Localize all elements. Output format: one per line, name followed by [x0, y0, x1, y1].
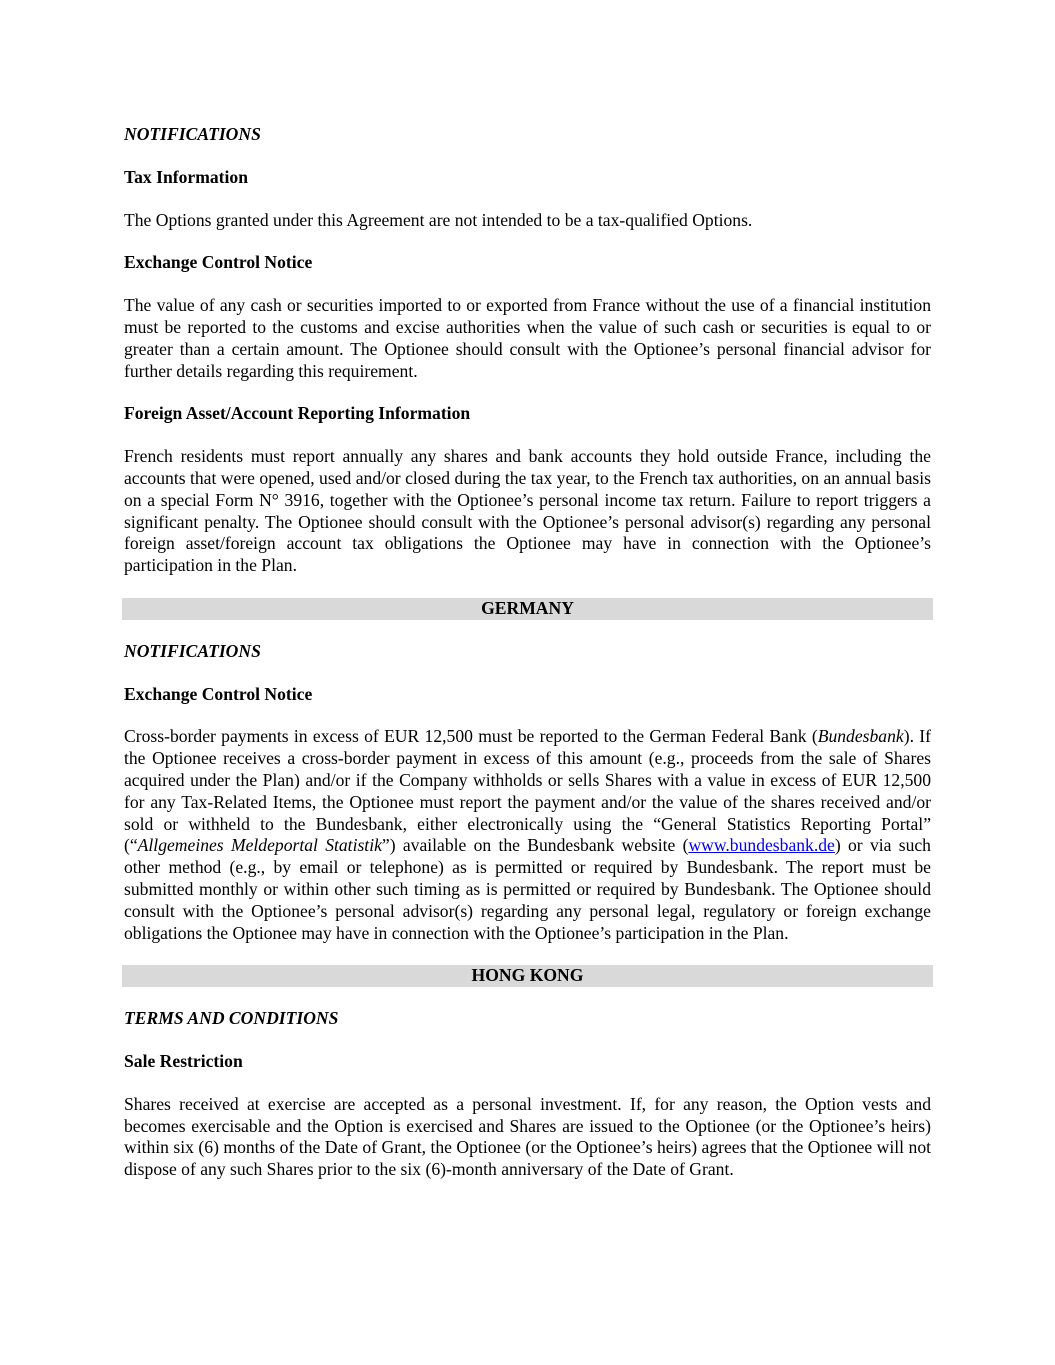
notifications-heading: NOTIFICATIONS	[124, 124, 261, 144]
country-bar-hong-kong: HONG KONG	[122, 965, 933, 987]
sale-restriction-paragraph: Shares received at exercise are accepted as a personal investment. If, for any reason, the Option vests and becomes exercisable and the Option is exercised and Shares are issued to the Optionee (or the Optionee’s heirs) within six (6) months of the Date of Grant, the Optionee (or the Optionee’s heirs) agrees that the Optionee will not dispose of any such Shares prior to the six (6)-month anniversary of the Date of Grant.	[124, 1093, 931, 1180]
terms-and-conditions-heading: TERMS AND CONDITIONS	[124, 1008, 339, 1029]
tax-information-paragraph: The Options granted under this Agreement are not intended to be a tax-qualified Options.	[124, 209, 753, 230]
sale-restriction-heading: Sale Restriction	[124, 1050, 243, 1071]
country-bar-germany: GERMANY	[122, 598, 933, 620]
bundesbank-italic: Bundesbank	[817, 726, 904, 747]
germany-text-part-4: ) or via such other method (e.g., by email or telephone) as is permitted or required by Bundesbank. The report must be submitted monthly or within other such timing as is permitted or required by Bundesbank. The Optionee should consult with the Optionee’s personal advisor(s) regarding any personal legal, regulatory or foreign exchange obligations the Optionee may have in connection with the Optionee’s participation in the Plan.	[124, 835, 931, 943]
germany-text-part-1: Cross-border payments in excess of EUR 12,500 must be reported to the German Federal Bank (	[124, 726, 818, 747]
tax-information-heading: Tax Information	[124, 166, 248, 187]
portal-name-italic: Allgemeines Meldeportal Statistik	[137, 835, 382, 856]
germany-notifications-heading: NOTIFICATIONS	[124, 640, 261, 661]
document-page	[124, 124, 931, 1202]
bundesbank-link[interactable]: www.bundesbank.de	[688, 835, 835, 856]
exchange-control-heading: Exchange Control Notice	[124, 252, 313, 273]
germany-text-part-3: ”) available on the Bundesbank website (	[381, 835, 689, 856]
foreign-asset-paragraph: French residents must report annually any shares and bank accounts they hold outside France, including the accounts that were opened, used and/or closed during the tax year, to the French tax authorities, on an annual basis on a special Form N° 3916, together with the Optionee’s personal income tax return. Failure to report triggers a significant penalty. The Optionee should consult with the Optionee’s personal advisor(s) regarding any personal foreign asset/foreign account tax obligations the Optionee may have in connection with the Optionee’s participation in the Plan.	[124, 446, 931, 576]
germany-text-part-2: ). If the Optionee receives a cross-border payment in excess of this amount (e.g., proceeds from the sale of Shares acquired under the Plan) and/or if the Company withholds or sells Shares with a value in excess of EUR 12,500 for any Tax-Related Items, the Optionee must report the payment and/or the value of the shares received and/or sold or withheld to the Bundesbank, either electronically using the “General Statistics Reporting Portal” (“	[124, 726, 931, 856]
germany-exchange-control-paragraph	[124, 726, 931, 944]
foreign-asset-heading: Foreign Asset/Account Reporting Information	[124, 403, 471, 424]
exchange-control-paragraph: The value of any cash or securities imported to or exported from France without the use of a financial institution must be reported to the customs and excise authorities when the value of such cash or securities is equal to or greater than a certain amount. The Optionee should consult with the Optionee’s personal financial advisor for further details regarding this requirement.	[124, 295, 931, 381]
germany-exchange-control-heading: Exchange Control Notice	[124, 683, 313, 704]
